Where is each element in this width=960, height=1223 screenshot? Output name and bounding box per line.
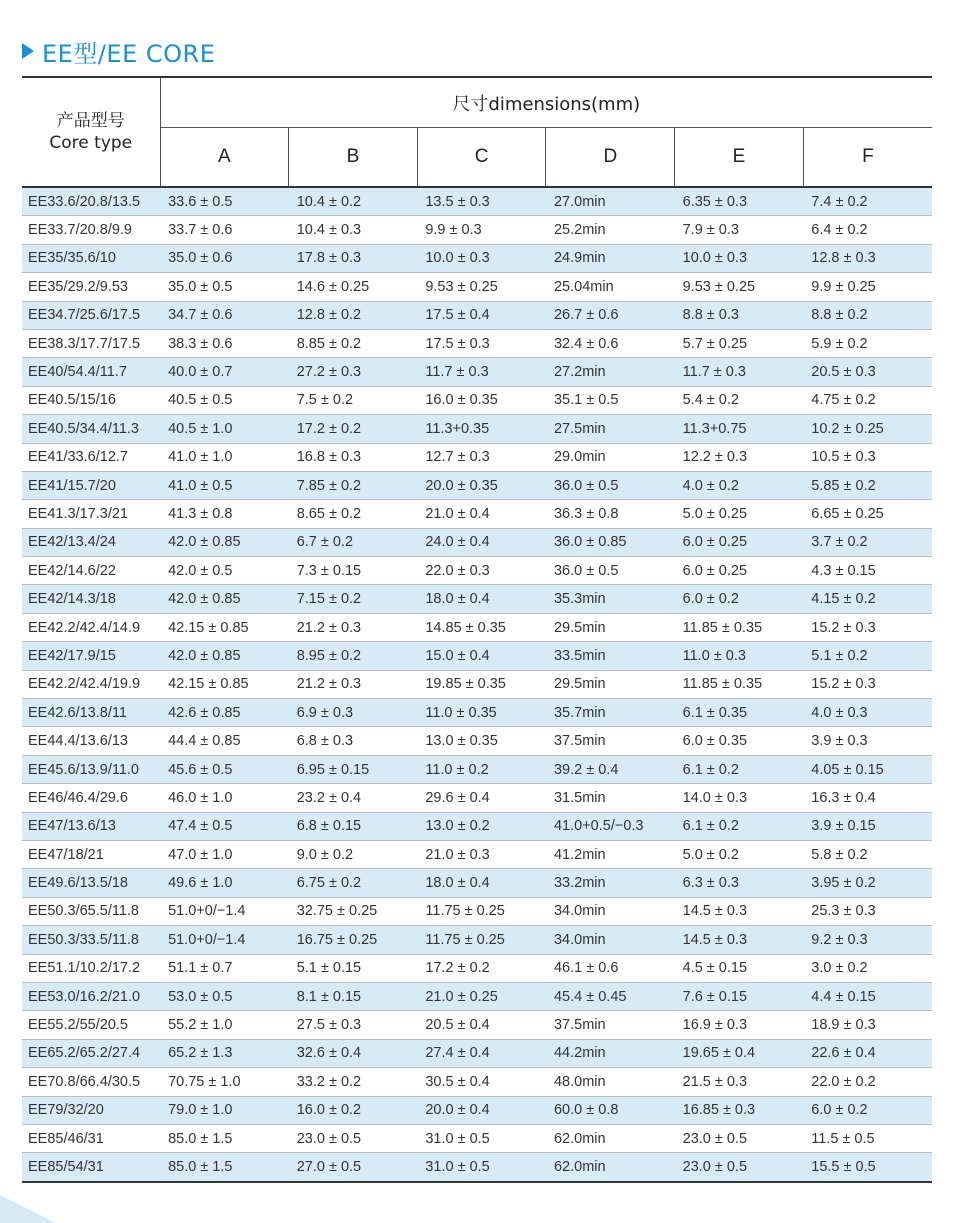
cell-e: 8.8 ± 0.3 [675,301,804,329]
cell-core-type: EE42.2/42.4/14.9 [22,613,160,641]
cell-f: 15.2 ± 0.3 [803,670,932,698]
cell-a: 35.0 ± 0.6 [160,244,289,272]
cell-e: 11.85 ± 0.35 [675,670,804,698]
cell-c: 12.7 ± 0.3 [417,443,546,471]
cell-a: 40.5 ± 0.5 [160,386,289,414]
cell-core-type: EE85/54/31 [22,1153,160,1182]
cell-b: 7.3 ± 0.15 [289,557,418,585]
cell-a: 33.7 ± 0.6 [160,216,289,244]
cell-c: 17.5 ± 0.4 [417,301,546,329]
cell-core-type: EE85/46/31 [22,1124,160,1152]
cell-d: 36.3 ± 0.8 [546,500,675,528]
cell-d: 37.5min [546,1011,675,1039]
table-row [22,727,932,755]
cell-f: 16.3 ± 0.4 [803,784,932,812]
table-row [22,585,932,613]
cell-b: 7.85 ± 0.2 [289,471,418,499]
cell-f: 12.8 ± 0.3 [803,244,932,272]
core-type-header-cn: 产品型号 [56,111,125,131]
cell-core-type: EE50.3/33.5/11.8 [22,926,160,954]
cell-d: 24.9min [546,244,675,272]
cell-f: 9.9 ± 0.25 [803,273,932,301]
page-title [22,34,215,68]
cell-a: 42.0 ± 0.85 [160,585,289,613]
cell-core-type: EE51.1/10.2/17.2 [22,954,160,982]
core-type-header-en: Core type [49,133,133,153]
cell-e: 6.0 ± 0.25 [675,528,804,556]
cell-a: 85.0 ± 1.5 [160,1153,289,1182]
cell-c: 11.7 ± 0.3 [417,358,546,386]
cell-a: 41.0 ± 1.0 [160,443,289,471]
cell-e: 5.0 ± 0.25 [675,500,804,528]
cell-f: 7.4 ± 0.2 [803,187,932,216]
cell-f: 6.65 ± 0.25 [803,500,932,528]
table-row [22,869,932,897]
cell-d: 37.5min [546,727,675,755]
cell-a: 47.4 ± 0.5 [160,812,289,840]
table-row [22,500,932,528]
table-row [22,954,932,982]
cell-c: 17.2 ± 0.2 [417,954,546,982]
cell-f: 3.9 ± 0.15 [803,812,932,840]
cell-a: 51.0+0/−1.4 [160,897,289,925]
cell-c: 20.0 ± 0.4 [417,1096,546,1124]
table-row [22,812,932,840]
cell-b: 6.8 ± 0.15 [289,812,418,840]
cell-core-type: EE50.3/65.5/11.8 [22,897,160,925]
cell-f: 9.2 ± 0.3 [803,926,932,954]
ee-core-table [22,76,932,1183]
cell-d: 60.0 ± 0.8 [546,1096,675,1124]
cell-e: 5.0 ± 0.2 [675,840,804,868]
table-row [22,670,932,698]
dimensions-header: 尺寸dimensions(mm) [160,77,932,128]
cell-c: 24.0 ± 0.4 [417,528,546,556]
cell-f: 4.05 ± 0.15 [803,755,932,783]
cell-core-type: EE41/33.6/12.7 [22,443,160,471]
cell-c: 16.0 ± 0.35 [417,386,546,414]
cell-c: 20.0 ± 0.35 [417,471,546,499]
cell-f: 3.7 ± 0.2 [803,528,932,556]
cell-c: 29.6 ± 0.4 [417,784,546,812]
cell-e: 12.2 ± 0.3 [675,443,804,471]
cell-f: 25.3 ± 0.3 [803,897,932,925]
table-row [22,273,932,301]
table-row [22,216,932,244]
cell-c: 30.5 ± 0.4 [417,1068,546,1096]
cell-c: 11.0 ± 0.2 [417,755,546,783]
table-row [22,386,932,414]
cell-a: 70.75 ± 1.0 [160,1068,289,1096]
cell-f: 11.5 ± 0.5 [803,1124,932,1152]
cell-d: 36.0 ± 0.85 [546,528,675,556]
cell-c: 18.0 ± 0.4 [417,585,546,613]
table-row [22,784,932,812]
cell-e: 5.7 ± 0.25 [675,329,804,357]
cell-e: 11.3+0.75 [675,415,804,443]
cell-f: 4.0 ± 0.3 [803,699,932,727]
cell-e: 16.9 ± 0.3 [675,1011,804,1039]
cell-a: 53.0 ± 0.5 [160,982,289,1010]
cell-e: 4.5 ± 0.15 [675,954,804,982]
cell-f: 5.9 ± 0.2 [803,329,932,357]
cell-e: 11.85 ± 0.35 [675,613,804,641]
cell-a: 79.0 ± 1.0 [160,1096,289,1124]
cell-core-type: EE42/14.6/22 [22,557,160,585]
cell-core-type: EE53.0/16.2/21.0 [22,982,160,1010]
cell-b: 6.7 ± 0.2 [289,528,418,556]
cell-core-type: EE42.6/13.8/11 [22,699,160,727]
table-row [22,301,932,329]
cell-e: 6.0 ± 0.25 [675,557,804,585]
cell-c: 14.85 ± 0.35 [417,613,546,641]
table-row [22,1124,932,1152]
cell-b: 16.75 ± 0.25 [289,926,418,954]
cell-e: 6.0 ± 0.2 [675,585,804,613]
cell-core-type: EE35/29.2/9.53 [22,273,160,301]
cell-b: 17.2 ± 0.2 [289,415,418,443]
table-row [22,926,932,954]
cell-f: 20.5 ± 0.3 [803,358,932,386]
cell-e: 6.1 ± 0.35 [675,699,804,727]
cell-b: 9.0 ± 0.2 [289,840,418,868]
cell-f: 5.1 ± 0.2 [803,642,932,670]
table-row [22,642,932,670]
cell-b: 7.5 ± 0.2 [289,386,418,414]
table-row [22,897,932,925]
cell-c: 10.0 ± 0.3 [417,244,546,272]
cell-e: 14.5 ± 0.3 [675,926,804,954]
cell-f: 22.0 ± 0.2 [803,1068,932,1096]
cell-d: 35.7min [546,699,675,727]
table-row [22,187,932,216]
cell-a: 35.0 ± 0.5 [160,273,289,301]
cell-a: 42.15 ± 0.85 [160,670,289,698]
cell-e: 23.0 ± 0.5 [675,1124,804,1152]
cell-b: 21.2 ± 0.3 [289,613,418,641]
table-row [22,699,932,727]
cell-c: 31.0 ± 0.5 [417,1153,546,1182]
table-row [22,755,932,783]
cell-e: 11.7 ± 0.3 [675,358,804,386]
cell-c: 11.0 ± 0.35 [417,699,546,727]
cell-d: 31.5min [546,784,675,812]
cell-f: 4.3 ± 0.15 [803,557,932,585]
cell-b: 12.8 ± 0.2 [289,301,418,329]
cell-core-type: EE33.6/20.8/13.5 [22,187,160,216]
cell-core-type: EE79/32/20 [22,1096,160,1124]
cell-c: 21.0 ± 0.25 [417,982,546,1010]
table-row [22,557,932,585]
cell-d: 25.2min [546,216,675,244]
cell-c: 9.53 ± 0.25 [417,273,546,301]
cell-core-type: EE40.5/34.4/11.3 [22,415,160,443]
cell-f: 15.5 ± 0.5 [803,1153,932,1182]
cell-d: 62.0min [546,1124,675,1152]
cell-core-type: EE38.3/17.7/17.5 [22,329,160,357]
cell-d: 48.0min [546,1068,675,1096]
cell-f: 10.2 ± 0.25 [803,415,932,443]
cell-d: 36.0 ± 0.5 [546,557,675,585]
page-title-text: EE型/EE CORE [42,39,216,68]
cell-f: 15.2 ± 0.3 [803,613,932,641]
cell-a: 47.0 ± 1.0 [160,840,289,868]
table-row [22,443,932,471]
cell-d: 29.5min [546,613,675,641]
cell-a: 44.4 ± 0.85 [160,727,289,755]
table-row [22,1011,932,1039]
cell-e: 6.1 ± 0.2 [675,812,804,840]
column-header-c: C [417,128,546,188]
cell-b: 8.1 ± 0.15 [289,982,418,1010]
table-row [22,840,932,868]
cell-e: 11.0 ± 0.3 [675,642,804,670]
cell-b: 8.65 ± 0.2 [289,500,418,528]
cell-b: 32.75 ± 0.25 [289,897,418,925]
cell-a: 42.0 ± 0.85 [160,528,289,556]
cell-core-type: EE55.2/55/20.5 [22,1011,160,1039]
cell-b: 6.75 ± 0.2 [289,869,418,897]
cell-c: 31.0 ± 0.5 [417,1124,546,1152]
cell-core-type: EE41/15.7/20 [22,471,160,499]
cell-d: 41.0+0.5/−0.3 [546,812,675,840]
cell-f: 5.85 ± 0.2 [803,471,932,499]
cell-c: 27.4 ± 0.4 [417,1039,546,1067]
cell-e: 6.1 ± 0.2 [675,755,804,783]
cell-a: 42.6 ± 0.85 [160,699,289,727]
cell-a: 51.1 ± 0.7 [160,954,289,982]
cell-b: 27.2 ± 0.3 [289,358,418,386]
column-header-d: D [546,128,675,188]
cell-e: 16.85 ± 0.3 [675,1096,804,1124]
cell-c: 11.75 ± 0.25 [417,926,546,954]
corner-decoration [0,1195,56,1223]
cell-a: 42.0 ± 0.5 [160,557,289,585]
cell-a: 42.0 ± 0.85 [160,642,289,670]
cell-b: 16.8 ± 0.3 [289,443,418,471]
cell-b: 8.95 ± 0.2 [289,642,418,670]
cell-e: 7.9 ± 0.3 [675,216,804,244]
cell-c: 21.0 ± 0.4 [417,500,546,528]
cell-e: 23.0 ± 0.5 [675,1153,804,1182]
cell-core-type: EE35/35.6/10 [22,244,160,272]
table-row [22,1039,932,1067]
cell-b: 27.0 ± 0.5 [289,1153,418,1182]
cell-d: 27.5min [546,415,675,443]
triangle-bullet-icon [22,43,34,59]
table-row [22,244,932,272]
cell-b: 10.4 ± 0.2 [289,187,418,216]
cell-core-type: EE47/18/21 [22,840,160,868]
cell-core-type: EE34.7/25.6/17.5 [22,301,160,329]
cell-b: 14.6 ± 0.25 [289,273,418,301]
cell-f: 4.15 ± 0.2 [803,585,932,613]
cell-b: 7.15 ± 0.2 [289,585,418,613]
cell-b: 6.95 ± 0.15 [289,755,418,783]
cell-c: 19.85 ± 0.35 [417,670,546,698]
cell-d: 32.4 ± 0.6 [546,329,675,357]
cell-d: 27.0min [546,187,675,216]
cell-core-type: EE47/13.6/13 [22,812,160,840]
cell-f: 3.95 ± 0.2 [803,869,932,897]
table-row [22,1068,932,1096]
cell-c: 18.0 ± 0.4 [417,869,546,897]
cell-f: 22.6 ± 0.4 [803,1039,932,1067]
cell-d: 41.2min [546,840,675,868]
table-row [22,528,932,556]
cell-core-type: EE42/13.4/24 [22,528,160,556]
cell-core-type: EE40.5/15/16 [22,386,160,414]
cell-d: 33.2min [546,869,675,897]
table-row [22,471,932,499]
cell-c: 9.9 ± 0.3 [417,216,546,244]
cell-d: 45.4 ± 0.45 [546,982,675,1010]
cell-e: 6.0 ± 0.35 [675,727,804,755]
cell-f: 4.4 ± 0.15 [803,982,932,1010]
cell-e: 9.53 ± 0.25 [675,273,804,301]
cell-f: 18.9 ± 0.3 [803,1011,932,1039]
cell-d: 27.2min [546,358,675,386]
cell-c: 13.0 ± 0.35 [417,727,546,755]
cell-core-type: EE42/17.9/15 [22,642,160,670]
column-header-a: A [160,128,289,188]
cell-c: 13.5 ± 0.3 [417,187,546,216]
cell-e: 6.3 ± 0.3 [675,869,804,897]
cell-d: 33.5min [546,642,675,670]
cell-d: 44.2min [546,1039,675,1067]
cell-a: 33.6 ± 0.5 [160,187,289,216]
cell-b: 10.4 ± 0.3 [289,216,418,244]
cell-core-type: EE70.8/66.4/30.5 [22,1068,160,1096]
cell-core-type: EE45.6/13.9/11.0 [22,755,160,783]
cell-f: 5.8 ± 0.2 [803,840,932,868]
table-row [22,329,932,357]
cell-b: 23.0 ± 0.5 [289,1124,418,1152]
cell-f: 4.75 ± 0.2 [803,386,932,414]
cell-e: 7.6 ± 0.15 [675,982,804,1010]
cell-d: 35.3min [546,585,675,613]
cell-b: 17.8 ± 0.3 [289,244,418,272]
cell-d: 34.0min [546,926,675,954]
cell-a: 42.15 ± 0.85 [160,613,289,641]
cell-d: 62.0min [546,1153,675,1182]
column-header-f: F [803,128,932,188]
table-body [22,187,932,1182]
cell-a: 85.0 ± 1.5 [160,1124,289,1152]
cell-a: 51.0+0/−1.4 [160,926,289,954]
cell-d: 29.0min [546,443,675,471]
cell-core-type: EE33.7/20.8/9.9 [22,216,160,244]
cell-c: 13.0 ± 0.2 [417,812,546,840]
cell-b: 23.2 ± 0.4 [289,784,418,812]
cell-b: 6.8 ± 0.3 [289,727,418,755]
cell-b: 27.5 ± 0.3 [289,1011,418,1039]
table-row [22,1096,932,1124]
table-header [22,77,932,187]
cell-e: 14.5 ± 0.3 [675,897,804,925]
cell-c: 20.5 ± 0.4 [417,1011,546,1039]
cell-d: 29.5min [546,670,675,698]
cell-e: 5.4 ± 0.2 [675,386,804,414]
table-row [22,415,932,443]
cell-core-type: EE42/14.3/18 [22,585,160,613]
cell-a: 65.2 ± 1.3 [160,1039,289,1067]
cell-d: 25.04min [546,273,675,301]
cell-a: 40.0 ± 0.7 [160,358,289,386]
cell-c: 15.0 ± 0.4 [417,642,546,670]
cell-core-type: EE46/46.4/29.6 [22,784,160,812]
cell-e: 6.35 ± 0.3 [675,187,804,216]
cell-core-type: EE49.6/13.5/18 [22,869,160,897]
cell-a: 46.0 ± 1.0 [160,784,289,812]
cell-d: 46.1 ± 0.6 [546,954,675,982]
cell-c: 21.0 ± 0.3 [417,840,546,868]
cell-f: 10.5 ± 0.3 [803,443,932,471]
cell-f: 8.8 ± 0.2 [803,301,932,329]
cell-b: 33.2 ± 0.2 [289,1068,418,1096]
column-header-b: B [289,128,418,188]
table-row [22,358,932,386]
cell-d: 35.1 ± 0.5 [546,386,675,414]
cell-a: 34.7 ± 0.6 [160,301,289,329]
cell-b: 8.85 ± 0.2 [289,329,418,357]
cell-d: 39.2 ± 0.4 [546,755,675,783]
cell-e: 10.0 ± 0.3 [675,244,804,272]
cell-d: 34.0min [546,897,675,925]
table-row [22,982,932,1010]
cell-c: 17.5 ± 0.3 [417,329,546,357]
cell-a: 41.0 ± 0.5 [160,471,289,499]
cell-core-type: EE40/54.4/11.7 [22,358,160,386]
cell-b: 5.1 ± 0.15 [289,954,418,982]
cell-a: 45.6 ± 0.5 [160,755,289,783]
cell-b: 16.0 ± 0.2 [289,1096,418,1124]
cell-e: 14.0 ± 0.3 [675,784,804,812]
cell-core-type: EE41.3/17.3/21 [22,500,160,528]
cell-d: 26.7 ± 0.6 [546,301,675,329]
cell-core-type: EE42.2/42.4/19.9 [22,670,160,698]
cell-a: 40.5 ± 1.0 [160,415,289,443]
cell-b: 6.9 ± 0.3 [289,699,418,727]
cell-e: 4.0 ± 0.2 [675,471,804,499]
cell-f: 6.4 ± 0.2 [803,216,932,244]
cell-f: 3.9 ± 0.3 [803,727,932,755]
cell-e: 21.5 ± 0.3 [675,1068,804,1096]
table-row [22,1153,932,1182]
cell-b: 32.6 ± 0.4 [289,1039,418,1067]
cell-a: 49.6 ± 1.0 [160,869,289,897]
cell-core-type: EE44.4/13.6/13 [22,727,160,755]
cell-f: 3.0 ± 0.2 [803,954,932,982]
column-header-e: E [675,128,804,188]
core-type-header [22,77,160,187]
cell-core-type: EE65.2/65.2/27.4 [22,1039,160,1067]
cell-c: 11.75 ± 0.25 [417,897,546,925]
cell-c: 11.3+0.35 [417,415,546,443]
cell-a: 38.3 ± 0.6 [160,329,289,357]
cell-d: 36.0 ± 0.5 [546,471,675,499]
table-row [22,613,932,641]
cell-a: 41.3 ± 0.8 [160,500,289,528]
cell-f: 6.0 ± 0.2 [803,1096,932,1124]
cell-b: 21.2 ± 0.3 [289,670,418,698]
cell-a: 55.2 ± 1.0 [160,1011,289,1039]
cell-e: 19.65 ± 0.4 [675,1039,804,1067]
cell-c: 22.0 ± 0.3 [417,557,546,585]
